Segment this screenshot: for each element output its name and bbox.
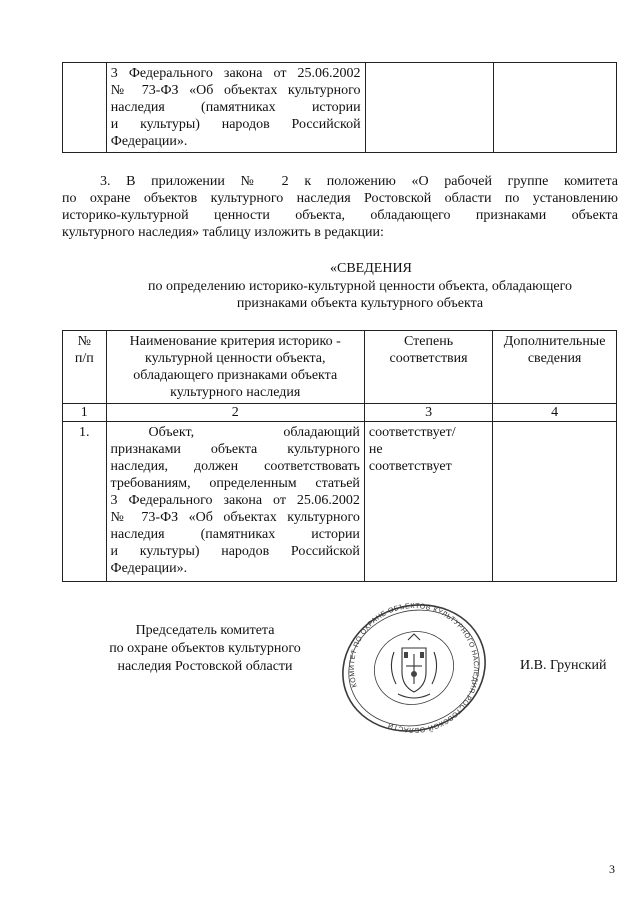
header-num — [63, 331, 107, 404]
crit-line-1: Объект, обладающий — [148, 425, 360, 440]
col-number-1: 1 — [63, 404, 107, 422]
header-criterion — [106, 331, 364, 404]
top-table-num-cell — [63, 63, 107, 153]
compliance-line-2: не — [368, 442, 383, 457]
top-table-fragment — [62, 62, 617, 153]
heading-line-2: по определению историко-культурной ценности объекта, обладающего — [148, 279, 572, 294]
crit-line-2: признаками объекта культурного — [110, 442, 360, 457]
col-number-3: 3 — [364, 404, 492, 422]
top-line-3: наследия (памятниках истории — [110, 100, 361, 115]
para-line-3: историко-культурной ценности объекта, обладающего признаками объекта — [62, 208, 618, 223]
header-extra-line-1: Дополнительные — [503, 334, 606, 349]
crit-line-3: наследия, должен соответствовать — [110, 459, 360, 474]
row-extra — [493, 422, 617, 582]
row-num: 1. — [63, 422, 107, 582]
crit-line-9: Федерации». — [110, 561, 188, 576]
table-number-row — [63, 404, 617, 422]
heading-line-3: признаками объекта культурного объекта — [236, 296, 484, 311]
header-criterion-line-1: Наименование критерия историко - — [129, 334, 341, 349]
header-criterion-line-4: культурного наследия — [170, 385, 301, 400]
top-line-2: № 73-ФЗ «Об объектах культурного — [110, 83, 361, 98]
header-extra-line-2: сведения — [527, 351, 582, 366]
header-criterion-line-3: обладающего признаками объекта — [133, 368, 338, 383]
crit-line-7: наследия (памятниках истории — [110, 527, 360, 542]
heading-title: «СВЕДЕНИЯ — [330, 261, 412, 276]
crit-line-5: 3 Федерального закона от 25.06.2002 — [110, 493, 360, 508]
para-line-4: культурного наследия» таблицу изложить в редакции: — [62, 225, 384, 240]
header-extra — [493, 331, 617, 404]
position-line-1: Председатель комитета — [135, 623, 275, 638]
official-seal — [338, 602, 490, 734]
position-line-3: наследия Ростовской области — [117, 659, 293, 674]
compliance-line-1: соответствует/ — [368, 425, 456, 440]
top-table-compliance-cell — [365, 63, 493, 153]
header-compliance — [364, 331, 492, 404]
header-num-line-1: № — [77, 334, 91, 349]
seal-text: КОМИТЕТ ПО ОХРАНЕ ОБЪЕКТОВ КУЛЬТУРНОГО НАСЛЕДИЯ РОСТОВСКОЙ ОБЛАСТИ — [348, 602, 480, 734]
position-line-2: по охране объектов культурного — [109, 641, 301, 656]
col-number-4: 4 — [493, 404, 617, 422]
crit-line-6: № 73-ФЗ «Об объектах культурного — [110, 510, 360, 525]
amendment-paragraph — [62, 173, 618, 241]
top-line-5: Федерации». — [110, 134, 188, 149]
row-criterion — [106, 422, 364, 582]
top-table-criterion-cell — [106, 63, 365, 153]
header-num-line-2: п/п — [74, 351, 94, 366]
para-line-2: по охране объектов культурного наследия Ростовской области по установлению — [62, 191, 618, 206]
signatory-position — [80, 622, 330, 676]
row-compliance — [364, 422, 492, 582]
criteria-table — [62, 330, 617, 582]
col-number-2: 2 — [106, 404, 364, 422]
table-header-row — [63, 331, 617, 404]
para-line-1: 3. В приложении № 2 к положению «О рабочей группе комитета — [100, 174, 618, 189]
compliance-line-3: соответствует — [368, 459, 452, 474]
crit-line-4: требованиям, определенным статьей — [110, 476, 360, 491]
signatory-name: И.В. Грунский — [520, 658, 607, 673]
top-line-1: 3 Федерального закона от 25.06.2002 — [110, 66, 361, 81]
header-criterion-line-2: культурной ценности объекта, — [145, 351, 326, 366]
page-number: 3 — [609, 862, 615, 876]
top-table-extra-cell — [493, 63, 616, 153]
top-line-4: и культуры) народов Российской — [110, 117, 361, 132]
header-compliance-line-2: соответствия — [389, 351, 468, 366]
crit-line-8: и культуры) народов Российской — [110, 544, 360, 559]
table-row — [63, 422, 617, 582]
header-compliance-line-1: Степень — [404, 334, 454, 349]
